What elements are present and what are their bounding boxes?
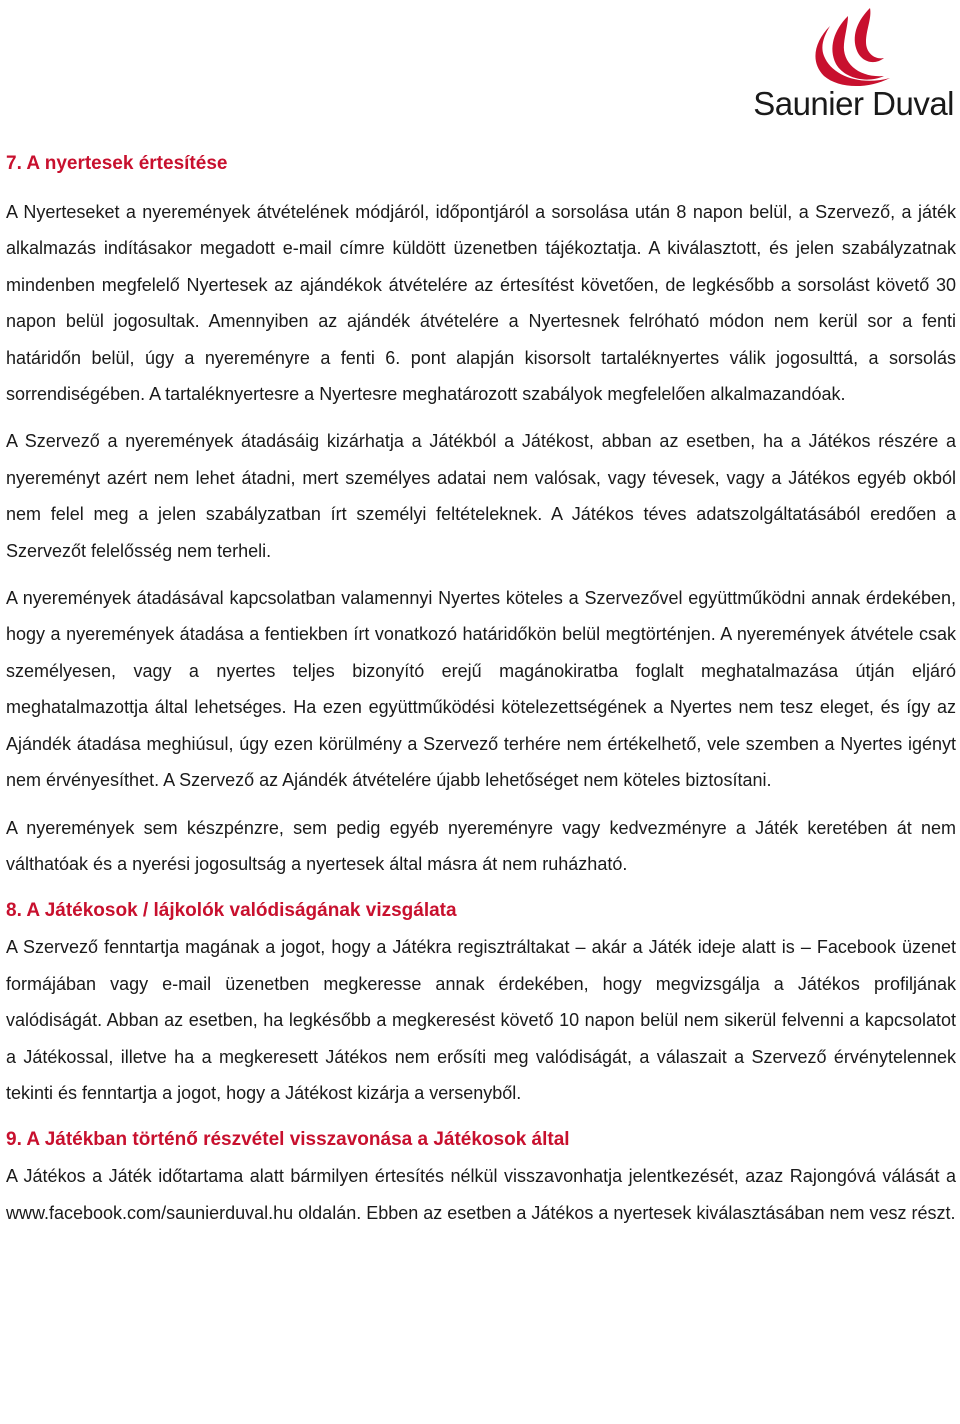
- section-7-heading: 7. A nyertesek értesítése: [6, 153, 228, 174]
- section-8-paragraph-1: A Szervező fenntartja magának a jogot, hogy a Játékra regisztráltakat – akár a Játék ideje alatt is – Facebook üzenet formájában vagy e-mail üzenetben megkeresse annak érdekében, hogy megvizsgálja a Játékos profiljának valódiságát. Abban az esetben, ha legkésőbb a megkeresést követő 10 napon belül nem sikerül felvenni a kapcsolatot a Játékossal, illetve ha a megkeresett Játékos nem erősíti meg valódiságát, a válaszait a Szervező érvénytelennek tekinti és fenntartja a jogot, hogy a Játékost kizárja a versenyből.: [6, 937, 956, 1103]
- brand-logo: [748, 4, 954, 122]
- brand-name: Saunier Duval: [753, 85, 954, 122]
- document-body: [6, 146, 956, 1231]
- section-9-paragraph-1: A Játékos a Játék időtartama alatt bármilyen értesítés nélkül visszavonhatja jelentkezését, azaz Rajongóvá válását a www.facebook.com/saunierduval.hu oldalán. Ebben az esetben a Játékos a nyertesek kiválasztásában nem vesz részt.: [6, 1166, 956, 1223]
- section-7-paragraph-3: A nyeremények átadásával kapcsolatban valamennyi Nyertes köteles a Szervezővel együttműködni annak érdekében, hogy a nyeremények átadása a fentiekben írt vonatkozó határidőkön belül megtörténjen. A nyeremények átvétele csak személyesen, vagy a nyertes teljes bizonyító erejű magánokiratba foglalt meghatalmazása útján eljáró meghatalmazottja által lehetséges. Ha ezen együttműködési kötelezettségének a Nyertes nem tesz eleget, és így az Ajándék átadása meghiúsul, úgy ezen körülmény a Szervező terhére nem értékelhető, vele szemben a Nyertes igényt nem érvényesíthet. A Szervező az Ajándék átvételére újabb lehetőséget nem köteles biztosítani.: [6, 588, 956, 791]
- section-7-paragraph-1: A Nyerteseket a nyeremények átvételének módjáról, időpontjáról a sorsolása után 8 napon belül, a Szervező, a játék alkalmazás indításakor megadott e-mail címre küldött üzenetben tájékoztatja. A kiválasztott, és jelen szabályzatnak mindenben megfelelő Nyertesek az ajándékok átvételére az értesítést követően, de legkésőbb a sorsolást követő 30 napon belül jogosultak. Amennyiben az ajándék átvételére a Nyertesnek felróható módon nem kerül sor a fenti határidőn belül, úgy a nyereményre a fenti 6. pont alapján kisorsolt tartaléknyertes válik jogosulttá, a sorsolás sorrendiségében. A tartaléknyertesre a Nyertesre meghatározott szabályok megfelelően alkalmazandóak.: [6, 202, 956, 405]
- section-7-paragraph-4: A nyeremények sem készpénzre, sem pedig egyéb nyereményre vagy kedvezményre a Játék keretében át nem válthatóak és a nyerési jogosultság a nyertesek által másra át nem ruházható.: [6, 817, 956, 874]
- flame-logo-icon: [800, 4, 912, 88]
- section-8-heading: 8. A Játékosok / lájkolók valódiságának vizsgálata: [6, 900, 457, 922]
- section-7-paragraph-2: A Szervező a nyeremények átadásáig kizárhatja a Játékból a Játékost, abban az esetben, ha a Játékos részére a nyereményt azért nem lehet átadni, mert személyes adatai nem valósak, vagy tévesek, vagy a Játékos egyéb okból nem felel meg a jelen szabályzatban írt személyi feltételeknek. A Játékos téves adatszolgáltatásából eredően a Szervezőt felelősség nem terheli.: [6, 431, 956, 561]
- section-9-heading: 9. A Játékban történő részvétel visszavonása a Játékosok által: [6, 1129, 570, 1151]
